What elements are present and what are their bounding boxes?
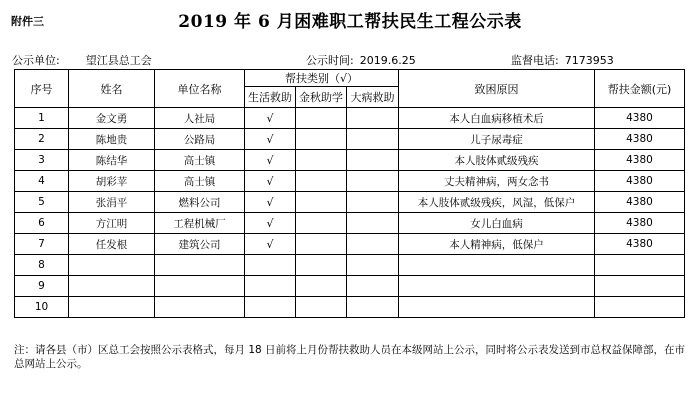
cell-amount: 4380: [595, 171, 685, 192]
cell-illness-aid: [347, 234, 399, 255]
cell-illness-aid: [347, 297, 399, 318]
cell-name: 任发根: [69, 234, 155, 255]
cell-reason: 丈夫精神病，两女念书: [399, 171, 595, 192]
cell-education-aid: [296, 150, 347, 171]
table-row: [15, 129, 685, 150]
cell-education-aid: [296, 192, 347, 213]
cell-amount: 4380: [595, 129, 685, 150]
cell-reason: [399, 255, 595, 276]
cell-seq: 9: [15, 276, 69, 297]
cell-education-aid: [296, 171, 347, 192]
cell-living-aid: [245, 255, 296, 276]
cell-seq: 7: [15, 234, 69, 255]
cell-living-aid: √: [245, 213, 296, 234]
table-row: [15, 171, 685, 192]
cell-reason: [399, 276, 595, 297]
cell-unit: 高士镇: [155, 150, 245, 171]
cell-seq: 8: [15, 255, 69, 276]
cell-name: 陈结华: [69, 150, 155, 171]
cell-unit: 公路局: [155, 129, 245, 150]
cell-amount: [595, 276, 685, 297]
cell-amount: 4380: [595, 213, 685, 234]
header-category: 帮扶类别（√）: [245, 70, 399, 87]
cell-education-aid: [296, 276, 347, 297]
cell-living-aid: √: [245, 108, 296, 129]
cell-amount: 4380: [595, 234, 685, 255]
cell-unit: [155, 297, 245, 318]
cell-reason: 本人精神病，低保户: [399, 234, 595, 255]
cell-seq: 10: [15, 297, 69, 318]
cell-living-aid: √: [245, 192, 296, 213]
cell-name: 张涓平: [69, 192, 155, 213]
header-unit: 单位名称: [155, 70, 245, 108]
header-name: 姓名: [69, 70, 155, 108]
cell-living-aid: √: [245, 171, 296, 192]
attachment-label: 附件三: [11, 15, 44, 28]
cell-unit: 燃料公司: [155, 192, 245, 213]
table-row: [15, 213, 685, 234]
cell-unit: 建筑公司: [155, 234, 245, 255]
cell-seq: 2: [15, 129, 69, 150]
cell-illness-aid: [347, 192, 399, 213]
cell-illness-aid: [347, 150, 399, 171]
publish-date-info: [306, 52, 416, 68]
cell-education-aid: [296, 213, 347, 234]
cell-unit: 人社局: [155, 108, 245, 129]
cell-amount: 4380: [595, 150, 685, 171]
cell-illness-aid: [347, 108, 399, 129]
phone-label: 监督电话:: [511, 54, 559, 67]
cell-education-aid: [296, 255, 347, 276]
cell-seq: 1: [15, 108, 69, 129]
publish-date-value: 2019.6.25: [359, 54, 416, 67]
cell-education-aid: [296, 297, 347, 318]
publisher-value: 望江县总工会: [85, 54, 152, 67]
cell-seq: 6: [15, 213, 69, 234]
cell-living-aid: [245, 297, 296, 318]
header-illness-aid: 大病救助: [347, 87, 399, 108]
cell-illness-aid: [347, 213, 399, 234]
cell-illness-aid: [347, 255, 399, 276]
cell-name: 陈地贵: [69, 129, 155, 150]
cell-seq: 3: [15, 150, 69, 171]
cell-name: [69, 276, 155, 297]
header-reason: 致困原因: [399, 70, 595, 108]
table-row: [15, 150, 685, 171]
cell-living-aid: √: [245, 129, 296, 150]
table-row: [15, 234, 685, 255]
cell-living-aid: √: [245, 150, 296, 171]
cell-living-aid: [245, 276, 296, 297]
cell-amount: 4380: [595, 108, 685, 129]
header-seq: 序号: [15, 70, 69, 108]
header-amount: 帮扶金额(元): [595, 70, 685, 108]
cell-seq: 5: [15, 192, 69, 213]
header-education-aid: 金秋助学: [296, 87, 347, 108]
cell-amount: [595, 297, 685, 318]
cell-name: [69, 297, 155, 318]
cell-name: 方江明: [69, 213, 155, 234]
cell-education-aid: [296, 234, 347, 255]
cell-name: 胡彩苹: [69, 171, 155, 192]
table-body: [15, 108, 685, 318]
cell-education-aid: [296, 129, 347, 150]
assistance-table: [14, 69, 685, 318]
table-row: [15, 108, 685, 129]
table-row: [15, 255, 685, 276]
cell-reason: 女儿白血病: [399, 213, 595, 234]
cell-unit: [155, 276, 245, 297]
cell-reason: 本人白血病移植术后: [399, 108, 595, 129]
table-row: [15, 276, 685, 297]
cell-amount: 4380: [595, 192, 685, 213]
cell-illness-aid: [347, 171, 399, 192]
cell-amount: [595, 255, 685, 276]
cell-seq: 4: [15, 171, 69, 192]
cell-unit: 工程机械厂: [155, 213, 245, 234]
cell-reason: 儿子尿毒症: [399, 129, 595, 150]
cell-illness-aid: [347, 276, 399, 297]
header-living-aid: 生活救助: [245, 87, 296, 108]
cell-reason: [399, 297, 595, 318]
cell-unit: [155, 255, 245, 276]
publisher-info: [12, 52, 152, 68]
cell-education-aid: [296, 108, 347, 129]
table-row: [15, 297, 685, 318]
publisher-label: 公示单位:: [12, 54, 60, 67]
footnote: 注：请各县（市）区总工会按照公示表格式，每月 18 日前将上月份帮扶救助人员在本级网站上公示，同时将公示表发送到市总权益保障部，在市总网站上公示。: [14, 344, 686, 370]
cell-reason: 本人肢体贰级残疾: [399, 150, 595, 171]
table-row: [15, 192, 685, 213]
cell-living-aid: √: [245, 234, 296, 255]
cell-name: 金文勇: [69, 108, 155, 129]
cell-name: [69, 255, 155, 276]
cell-reason: 本人肢体贰级残疾，风湿，低保户: [399, 192, 595, 213]
cell-unit: 高士镇: [155, 171, 245, 192]
phone-info: [511, 52, 614, 68]
document-title: 2019 年 6 月困难职工帮扶民生工程公示表: [178, 12, 522, 32]
cell-illness-aid: [347, 129, 399, 150]
phone-value: 7173953: [564, 54, 614, 67]
publish-date-label: 公示时间:: [306, 54, 354, 67]
